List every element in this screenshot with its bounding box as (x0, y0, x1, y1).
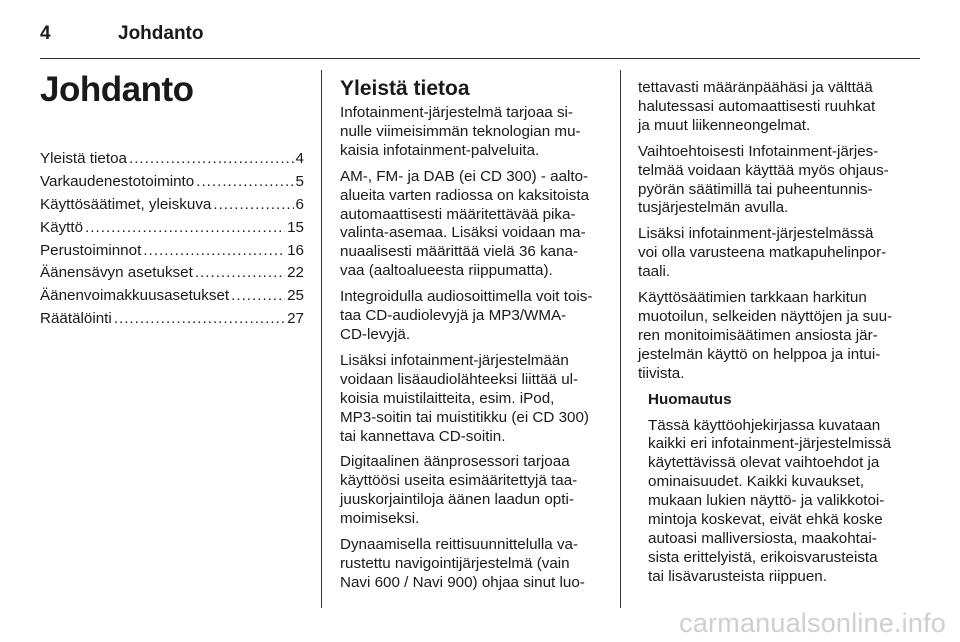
toc-page: 6 (295, 195, 304, 213)
paragraph: Käyttösäätimien tarkkaan harkitun muotoilun, selkeiden näyttöjen ja suu- ren monitoimisäätimen ansiosta jär- jestelmän käyttö on helppoa ja intui- tiivista. (638, 289, 893, 382)
toc-page: 27 (287, 310, 304, 328)
note-box (648, 391, 914, 587)
toc-label: Varkaudenestotoiminto (40, 172, 195, 190)
section-heading: Yleistä tietoa (340, 77, 470, 100)
toc-label: Käyttö (40, 218, 84, 236)
text-column-1 (340, 76, 610, 600)
toc-label: Räätälöinti (40, 310, 112, 328)
toc-entry[interactable] (40, 219, 304, 242)
watermark: carmanualsonline.info (679, 608, 946, 638)
column-divider (620, 70, 621, 608)
toc-page: 5 (295, 172, 304, 190)
toc-page: 16 (287, 241, 304, 259)
paragraph: Integroidulla audiosoittimella voit tois- taa CD-audiolevyjä ja MP3/WMA- CD-levyjä. (340, 288, 593, 343)
toc-label: Käyttösäätimet, yleiskuva (40, 195, 212, 213)
paragraph: Dynaamisella reittisuunnittelulla va- rustettu navigointijärjestelmä (vain Navi 600 / Navi 900) ohjaa sinut luo- (340, 536, 585, 591)
paragraph: Infotainment-järjestelmä tarjoaa si- nulle viimeisimmän teknologian mu- kaisia infotainment-palveluita. (340, 104, 581, 159)
toc-page: 4 (295, 150, 304, 167)
toc-entry[interactable] (40, 242, 304, 265)
toc-page: 25 (287, 287, 304, 305)
chapter-title: Johdanto (40, 70, 194, 109)
note-title: Huomautus (648, 390, 732, 408)
toc-page: 15 (287, 218, 304, 236)
toc-page: 22 (287, 264, 304, 282)
toc-entry[interactable] (40, 264, 304, 287)
toc-label: Äänensävyn asetukset (40, 264, 193, 282)
toc-entry[interactable] (40, 287, 304, 310)
paragraph: tettavasti määränpäähäsi ja välttää halutessasi automaattisesti ruuhkat ja muut liikenneongelmat. (638, 79, 876, 134)
toc-entry[interactable] (40, 173, 304, 196)
toc-label: Perustoiminnot (40, 241, 142, 259)
table-of-contents (40, 150, 304, 333)
paragraph: Digitaalinen äänprosessori tarjoaa käyttöösi useita esimääritettyjä taa- juuskorjaintiloja äänen laadun opti- moimiseksi. (340, 453, 578, 528)
text-column-2 (638, 79, 914, 594)
paragraph: Lisäksi infotainment-järjestelmässä voi olla varusteena matkapuhelinpor- taali. (638, 225, 887, 281)
header-title: Johdanto (118, 23, 204, 44)
page-number: 4 (40, 23, 51, 44)
paragraph: Vaihtoehtoisesti Infotainment-järjes- telmää voidaan käyttää myös ohjaus- pyörän säätimillä tai puheentunnis- tusjärjestelmän avulla. (638, 142, 889, 217)
paragraph: AM-, FM- ja DAB (ei CD 300) - aalto- alueita varten radiossa on kaksitoista automaattisesti määritettävää pika- valinta-asemaa. Lisäksi voidaan ma- nuaalisesti määrittää vielä 36 kana- vaa (aaltoalueesta riippumatta). (340, 167, 590, 280)
page-header (40, 18, 920, 50)
toc-label: Äänenvoimakkuusasetukset (40, 287, 230, 305)
note-body: Tässä käyttöohjekirjassa kuvataan kaikki eri infotainment-järjestelmissä käytettävissä olevat vaihtoehdot ja ominaisuudet. Kaikki kuvaukset, mukaan lukien näyttö- ja valikkotoi- mintoja koskevat, eivät ehkä koske autoasi malliversiosta, maakohtai- sista erittelyistä, erikoisvarusteista tai lisävarusteista riippuen. (648, 416, 892, 585)
header-rule (40, 58, 920, 59)
toc-entry[interactable] (40, 310, 304, 333)
toc-entry[interactable] (40, 150, 304, 173)
column-divider (321, 70, 322, 608)
toc-label: Yleistä tietoa (40, 150, 127, 167)
paragraph: Lisäksi infotainment-järjestelmään voidaan lisäaudiolähteeksi liittää ul- koisia muistilaitteita, esim. iPod, MP3-soitin tai muistitikku (ei CD 300) tai kannettava CD-soitin. (340, 351, 589, 445)
toc-entry[interactable] (40, 196, 304, 219)
